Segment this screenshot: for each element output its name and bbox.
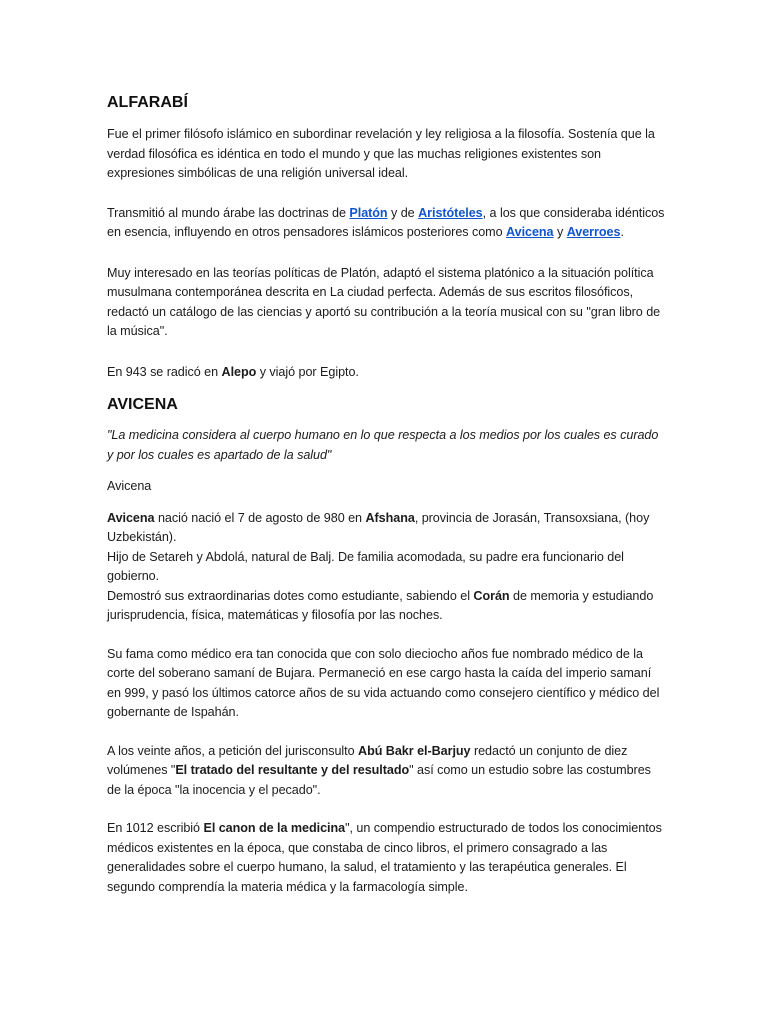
link-averroes[interactable]: Averroes (566, 225, 621, 239)
bold-barjuy: Abú Bakr el-Barjuy (358, 743, 471, 758)
text-span: y viajó por Egipto. (256, 364, 359, 379)
text-span: Transmitió al mundo árabe las doctrinas de (107, 205, 350, 220)
text-span: redactó un conjunto de diez volúmenes " (107, 743, 628, 777)
text-span: A los veinte años, a petición del jurisconsulto (107, 743, 359, 758)
avicena-heading: AVICENA (107, 396, 178, 413)
avicena-paragraph-4 (107, 819, 667, 897)
document-page (107, 92, 667, 897)
bold-alepo: Alepo (221, 364, 257, 379)
alfarabi-heading: ALFARABÍ (107, 94, 188, 111)
text-span: Demostró sus extraordinarias dotes como estudiante, sabiendo el (107, 588, 474, 603)
text-span: y (553, 225, 567, 239)
bold-afshana: Afshana (365, 510, 415, 525)
text-span: En 1012 escribió (107, 821, 204, 835)
text-span: En 943 se radicó en (107, 364, 222, 379)
link-avicena[interactable]: Avicena (506, 225, 554, 239)
text-span: . (620, 225, 624, 239)
avicena-quote-author: Avicena (107, 479, 152, 493)
avicena-paragraph-2: Su fama como médico era tan conocida que con solo dieciocho años fue nombrado médico de la corte del soberano samaní de Bujara. Permaneció en ese cargo hasta la caída del imperio samaní en 999, y pasó los últimos catorce años de su vida actuando como consejero científico y médico del gobernante de Ispahán. (107, 646, 660, 719)
text-span: , a los que consideraba idénticos en esencia, influyendo en otros pensadores islámicos posteriores como (107, 205, 665, 239)
text-span: nació nació el 7 de agosto de 980 en (154, 510, 366, 525)
avicena-paragraph-3 (107, 742, 667, 801)
avicena-quote: "La medicina considera al cuerpo humano en lo que respecta a los medios por los cuales es curado y por los cuales es apartado de la salud" (107, 428, 659, 462)
text-span: , provincia de Jorasán, Transoxsiana, (hoy Uzbekistán). (107, 510, 650, 544)
alfarabi-paragraph-2 (107, 204, 667, 243)
text-span: " así como un estudio sobre las costumbres de la época "la inocencia y el pecado". (107, 763, 651, 797)
link-aristoteles[interactable]: Aristóteles (418, 205, 483, 220)
alfarabi-paragraph-1: Fue el primer filósofo islámico en subordinar revelación y ley religiosa a la filosofía. Sostenía que la verdad filosófica es idéntica en todo el mundo y que las muchas religiones existentes son expresiones simbólicas de una religión universal ideal. (107, 127, 655, 180)
alfarabi-paragraph-4 (107, 363, 667, 383)
text-span: de memoria y estudiando jurisprudencia, física, matemáticas y filosofía por las noches. (107, 588, 654, 622)
link-platon[interactable]: Platón (349, 205, 388, 220)
text-span: y de (387, 205, 419, 220)
alfarabi-paragraph-3: Muy interesado en las teorías políticas de Platón, adaptó el sistema platónico a la situación política musulmana contemporánea descrita en La ciudad perfecta. Además de sus escritos filosóficos, redactó un catálogo de las ciencias y aportó su contribución a la teoría musical con su "gran libro de la música". (107, 265, 661, 338)
bold-tratado: El tratado del resultante y del resultado (175, 763, 410, 777)
bold-avicena: Avicena (107, 510, 155, 525)
bold-canon: El canon de la medicina (203, 821, 346, 835)
text-span: Hijo de Setareh y Abdolá, natural de Balj. De familia acomodada, su padre era funcionario del gobierno. (107, 549, 624, 583)
avicena-paragraph-1 (107, 509, 667, 626)
text-span: ", un compendio estructurado de todos los conocimientos médicos existentes en la época, que constaba de cinco libros, el primero consagrado a las generalidades sobre el cuerpo humano, la salud, el tratamiento y las terapéutica generales. El segundo comprendía la materia médica y la farmacología simple. (107, 821, 662, 894)
bold-coran: Corán (473, 588, 510, 603)
